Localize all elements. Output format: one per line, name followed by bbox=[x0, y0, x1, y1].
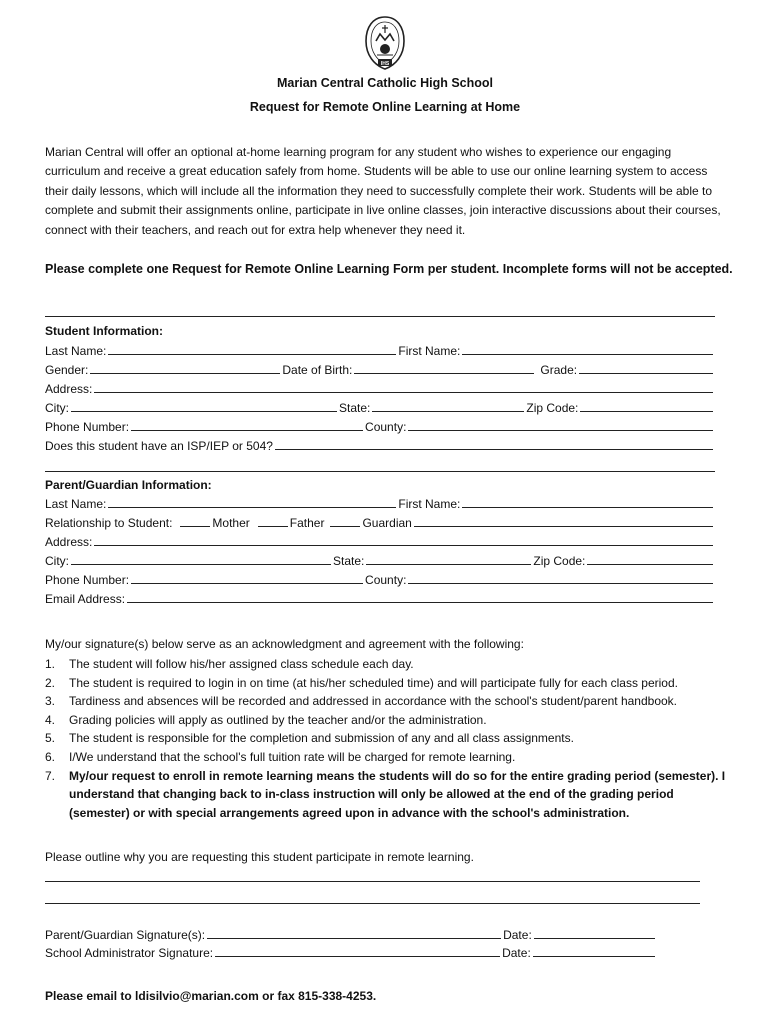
date-label: Date: bbox=[503, 928, 532, 942]
phone-label: Phone Number: bbox=[45, 420, 130, 434]
guardian-last-name-field[interactable] bbox=[108, 507, 396, 508]
guardian-other-field[interactable] bbox=[414, 526, 713, 527]
parent-signature-row bbox=[45, 925, 657, 942]
guardian-option-label: Guardian bbox=[362, 516, 412, 530]
dob-label: Date of Birth: bbox=[282, 363, 353, 377]
student-gender-row bbox=[45, 360, 715, 377]
guardian-address-row bbox=[45, 532, 715, 549]
first-name-label: First Name: bbox=[398, 497, 461, 511]
school-crest-icon bbox=[363, 15, 407, 71]
parent-date-field[interactable] bbox=[534, 938, 655, 939]
city-label: City: bbox=[45, 554, 69, 568]
guardian-first-name-field[interactable] bbox=[462, 507, 713, 508]
student-first-name-field[interactable] bbox=[462, 354, 713, 355]
student-name-row bbox=[45, 341, 715, 358]
county-label: County: bbox=[365, 573, 407, 587]
admin-signature-label: School Administrator Signature: bbox=[45, 946, 214, 960]
guardian-email-row bbox=[45, 589, 715, 606]
last-name-label: Last Name: bbox=[45, 497, 107, 511]
list-item: 2. The student is required to login in on time (at his/her scheduled time) and will participate fully for each class period. bbox=[45, 675, 678, 690]
student-grade-field[interactable] bbox=[579, 373, 713, 374]
parent-signature-field[interactable] bbox=[207, 938, 501, 939]
mother-checkbox-line[interactable] bbox=[180, 526, 210, 527]
reason-line-1[interactable] bbox=[45, 881, 700, 882]
divider bbox=[45, 316, 715, 317]
student-phone-row bbox=[45, 417, 715, 434]
admin-signature-field[interactable] bbox=[215, 956, 500, 957]
student-info-heading: Student Information: bbox=[45, 324, 163, 338]
guardian-county-field[interactable] bbox=[408, 583, 713, 584]
intro-paragraph: Marian Central will offer an optional at-home learning program for any student who wishes to experience our engaging curriculum and receive a great education safely from home. Students will be able to use our online learning system to access their daily lessons, which will include all the information they need to successfully complete their work. Students will be able to complete and submit their assignments online, participate in live online classes, join interactive discussions about their courses, connect with their teachers, and reach out for extra help whenever they need it. bbox=[45, 145, 721, 237]
state-label: State: bbox=[339, 401, 371, 415]
first-name-label: First Name: bbox=[398, 344, 461, 358]
relationship-label: Relationship to Student: bbox=[45, 516, 173, 530]
date-label: Date: bbox=[502, 946, 531, 960]
list-item: 7. My/our request to enroll in remote learning means the students will do so for the entire grading period (semester). I understand that changing back to in-class instruction will only be allowed at the end of the grading period (semester) or with special arrangements agreed upon in advance with the school's administration. bbox=[45, 768, 726, 820]
notice-text: Please complete one Request for Remote Online Learning Form per student. Incomplete forms will not be accepted. bbox=[45, 262, 733, 276]
admin-signature-row bbox=[45, 943, 657, 960]
zip-label: Zip Code: bbox=[533, 554, 586, 568]
guardian-city-row bbox=[45, 551, 715, 568]
student-county-field[interactable] bbox=[408, 430, 713, 431]
parent-signature-label: Parent/Guardian Signature(s): bbox=[45, 928, 206, 942]
agreement-list bbox=[45, 655, 735, 822]
city-label: City: bbox=[45, 401, 69, 415]
admin-date-field[interactable] bbox=[533, 956, 655, 957]
reason-line-2[interactable] bbox=[45, 903, 700, 904]
student-isp-row bbox=[45, 436, 715, 453]
list-item: 3. Tardiness and absences will be recorded and addressed in accordance with the school's student/parent handbook. bbox=[45, 694, 678, 709]
grade-label: Grade: bbox=[540, 363, 578, 377]
student-dob-field[interactable] bbox=[354, 373, 534, 374]
address-label: Address: bbox=[45, 382, 93, 396]
logo-monogram: IHS bbox=[380, 61, 390, 67]
last-name-label: Last Name: bbox=[45, 344, 107, 358]
student-last-name-field[interactable] bbox=[108, 354, 396, 355]
student-phone-field[interactable] bbox=[131, 430, 363, 431]
student-state-field[interactable] bbox=[372, 411, 524, 412]
guardian-phone-field[interactable] bbox=[131, 583, 363, 584]
guardian-email-field[interactable] bbox=[127, 602, 713, 603]
county-label: County: bbox=[365, 420, 407, 434]
school-name: Marian Central Catholic High School bbox=[277, 76, 493, 90]
student-gender-field[interactable] bbox=[90, 373, 280, 374]
student-address-row bbox=[45, 379, 715, 396]
isp-label: Does this student have an ISP/IEP or 504? bbox=[45, 439, 273, 453]
state-label: State: bbox=[333, 554, 365, 568]
student-city-field[interactable] bbox=[71, 411, 337, 412]
divider bbox=[45, 471, 715, 472]
form-title: Request for Remote Online Learning at Home bbox=[249, 100, 521, 114]
list-item: 1. The student will follow his/her assigned class schedule each day. bbox=[45, 657, 414, 671]
guardian-city-field[interactable] bbox=[71, 564, 331, 565]
student-isp-field[interactable] bbox=[275, 449, 713, 450]
mother-option-label: Mother bbox=[212, 516, 250, 530]
zip-label: Zip Code: bbox=[526, 401, 579, 415]
agreement-lead: My/our signature(s) below serve as an acknowledgment and agreement with the following: bbox=[45, 637, 524, 651]
guardian-relationship-row bbox=[45, 513, 715, 530]
guardian-state-field[interactable] bbox=[366, 564, 531, 565]
footer-contact: Please email to ldisilvio@marian.com or fax 815-338-4253. bbox=[45, 989, 377, 1003]
father-option-label: Father bbox=[289, 516, 325, 530]
guardian-name-row bbox=[45, 494, 715, 511]
gender-label: Gender: bbox=[45, 363, 89, 377]
guardian-info-heading: Parent/Guardian Information: bbox=[45, 478, 212, 492]
guardian-zip-field[interactable] bbox=[587, 564, 713, 565]
email-label: Email Address: bbox=[45, 592, 126, 606]
student-city-row bbox=[45, 398, 715, 415]
address-label: Address: bbox=[45, 535, 93, 549]
guardian-checkbox-line[interactable] bbox=[330, 526, 360, 527]
list-item: 4. Grading policies will apply as outlined by the teacher and/or the administration. bbox=[45, 712, 487, 727]
guardian-address-field[interactable] bbox=[94, 545, 713, 546]
father-checkbox-line[interactable] bbox=[258, 526, 288, 527]
guardian-phone-row bbox=[45, 570, 715, 587]
student-zip-field[interactable] bbox=[580, 411, 713, 412]
student-address-field[interactable] bbox=[94, 392, 713, 393]
reason-prompt: Please outline why you are requesting this student participate in remote learning. bbox=[45, 850, 474, 864]
list-item: 6. I/We understand that the school's full tuition rate will be charged for remote learning. bbox=[45, 749, 516, 764]
list-item: 5. The student is responsible for the completion and submission of any and all class assignments. bbox=[45, 731, 574, 746]
phone-label: Phone Number: bbox=[45, 573, 130, 587]
